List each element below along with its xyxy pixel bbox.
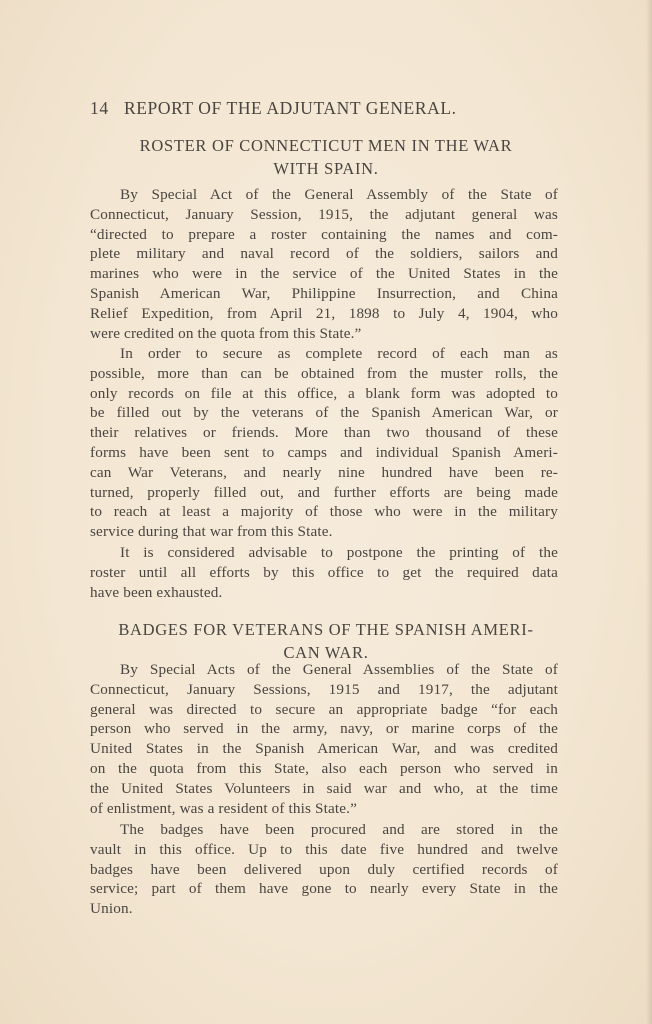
text-line: By Special Acts of the General Assemblies of the State of [120, 661, 558, 678]
text-line: Relief Expedition, from April 21, 1898 to July 4, 1904, who [90, 304, 558, 322]
page-number: 14 [90, 98, 109, 118]
text-line: have been exhausted. [90, 583, 223, 601]
text-line: be filled out by the veterans of the Spanish American War, or [90, 404, 558, 422]
text-line: on the quota from this State, also each person who served in [90, 759, 558, 777]
text-line: of enlistment, was a resident of this State.” [90, 799, 357, 817]
text-line: turned, properly filled out, and further efforts are being made [90, 483, 558, 501]
heading-line: CAN WAR. [283, 643, 369, 662]
text-line: forms have been sent to camps and individual Spanish Ameri- [90, 443, 558, 461]
text-line: to reach at least a majority of those who were in the military [90, 503, 558, 521]
text-line: vault in this office. Up to this date five hundred and twelve [90, 840, 558, 858]
paragraph-badges-act [90, 660, 558, 818]
text-line: badges have been delivered upon duly certified records of [90, 860, 558, 878]
heading-line: BADGES FOR VETERANS OF THE SPANISH AMERI- [118, 620, 534, 639]
text-line: only records on file at this office, a blank form was adopted to [90, 384, 558, 402]
text-line: roster until all efforts by this office to get the required data [90, 563, 558, 581]
text-line: plete military and naval record of the soldiers, sailors and [90, 245, 558, 263]
text-line: can War Veterans, and nearly nine hundred have been re- [90, 463, 558, 481]
paragraph-badges-delivered [90, 820, 558, 919]
text-line: Connecticut, January Session, 1915, the adjutant general was [90, 205, 558, 223]
paragraph-roster-postpone [90, 543, 558, 602]
text-line: Spanish American War, Philippine Insurrection, and China [90, 284, 558, 302]
paragraph-roster-act [90, 185, 558, 343]
text-line: United States in the Spanish American War, and was credited [90, 740, 558, 758]
paragraph-roster-forms [90, 344, 558, 542]
section-heading-badges [90, 618, 562, 664]
text-line: “directed to prepare a roster containing the names and com- [90, 225, 558, 243]
running-head-title: REPORT OF THE ADJUTANT GENERAL. [124, 98, 457, 118]
text-line: person who served in the army, navy, or marine corps of the [90, 720, 558, 738]
heading-line: ROSTER OF CONNECTICUT MEN IN THE WAR [139, 136, 513, 155]
text-line: marines who were in the service of the United States in the [90, 265, 558, 283]
page-edge-shadow [646, 0, 652, 1024]
text-line: possible, more than can be obtained from the muster rolls, the [90, 364, 558, 382]
text-line: The badges have been procured and are stored in the [120, 821, 558, 838]
text-line: Union. [90, 900, 133, 918]
text-line: the United States Volunteers in said war and who, at the time [90, 779, 558, 797]
text-line: In order to secure as complete record of each man as [120, 345, 558, 362]
text-line: general was directed to secure an appropriate badge “for each [90, 700, 558, 718]
text-line: It is considered advisable to postpone the printing of the [120, 544, 558, 561]
text-line: By Special Act of the General Assembly of the State of [120, 186, 558, 203]
text-line: service; part of them have gone to nearly every State in the [90, 880, 558, 898]
running-head [90, 98, 530, 119]
text-line: Connecticut, January Sessions, 1915 and 1917, the adjutant [90, 680, 558, 698]
heading-line: WITH SPAIN. [273, 159, 379, 178]
section-heading-roster [90, 134, 562, 180]
text-line: their relatives or friends. More than two thousand of these [90, 424, 558, 442]
text-line: were credited on the quota from this State.” [90, 324, 362, 342]
text-line: service during that war from this State. [90, 523, 333, 541]
